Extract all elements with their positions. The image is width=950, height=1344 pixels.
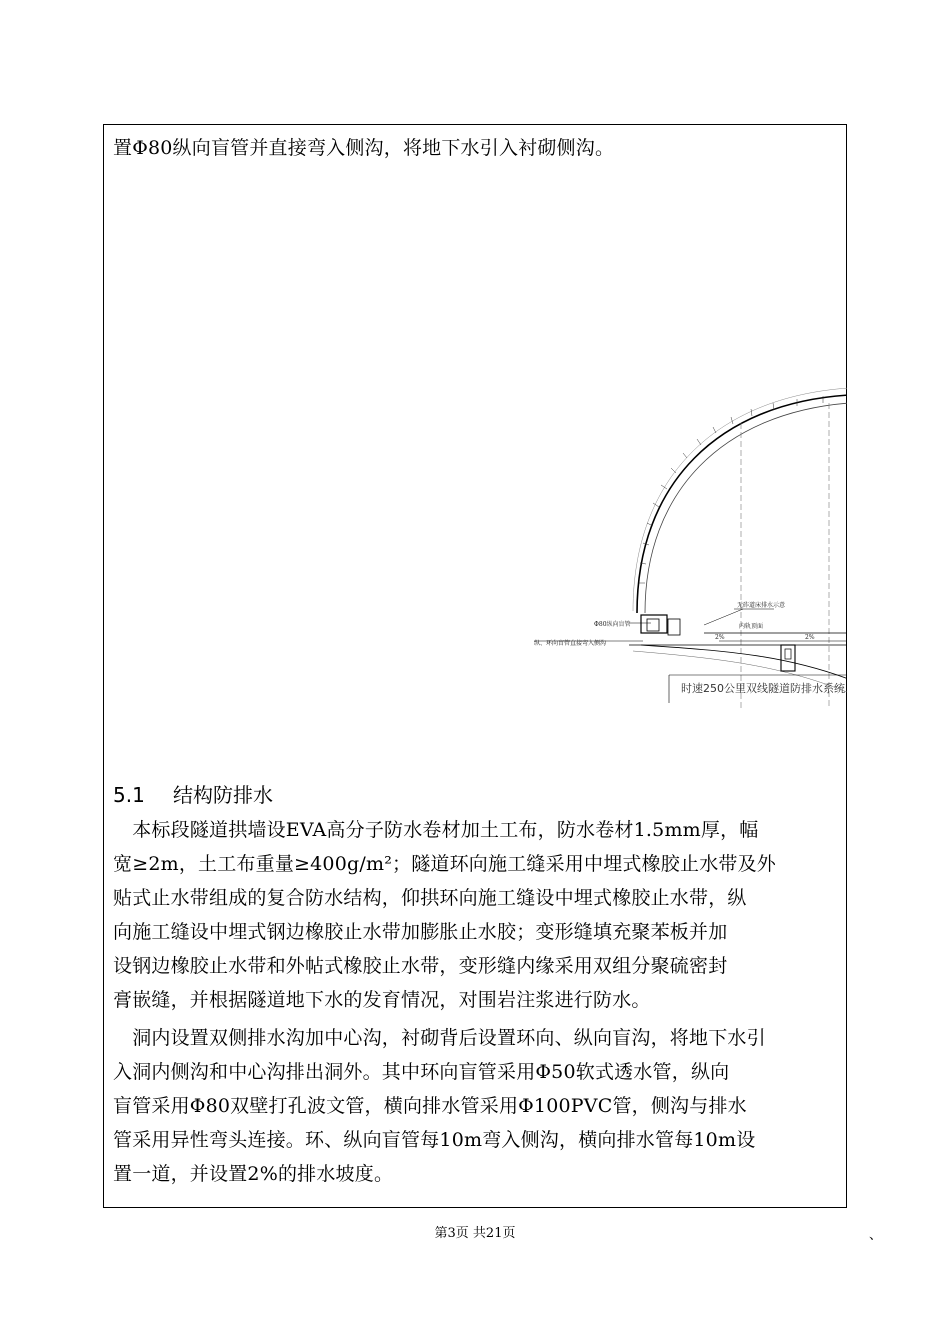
- paragraph1-line: 膏嵌缝，并根据隧道地下水的发育情况，对围岩注浆进行防水。: [113, 989, 651, 1011]
- paragraph1-line: 贴式止水带组成的复合防水结构，仰拱环向施工缝设中埋式橡胶止水带，纵: [113, 887, 747, 909]
- content-frame: [103, 124, 847, 1208]
- page-footer: 第3页 共21页: [434, 1226, 516, 1241]
- top-line: 置Φ80纵向盲管并直接弯入侧沟，将地下水引入衬砌侧沟。: [113, 137, 615, 159]
- paragraph2-line: 入洞内侧沟和中心沟排出洞外。其中环向盲管采用Φ50软式透水管，纵向: [113, 1061, 730, 1083]
- label-slope-2: 2%: [805, 634, 815, 641]
- label-slope-1: 2%: [715, 634, 725, 641]
- section-title: 结构防排水: [173, 783, 273, 807]
- paragraph1-line: 宽≥2m，土工布重量≥400g/m²；隧道环向施工缝采用中埋式橡胶止水带及外: [113, 853, 777, 875]
- tunnel-drainage-figure: [529, 383, 847, 709]
- label-blindpipe: Φ80纵向盲管: [594, 621, 631, 628]
- label-rail: 内轨顶面: [739, 623, 764, 630]
- tunnel-drainage-drawing: [529, 383, 847, 709]
- figure-caption: 时速250公里双线隧道防排水系统: [681, 682, 845, 695]
- paragraph2-line: 盲管采用Φ80双壁打孔波文管，横向排水管采用Φ100PVC管，侧沟与排水: [113, 1095, 747, 1117]
- corner-mark: 、: [868, 1228, 882, 1243]
- paragraph2-line: 洞内设置双侧排水沟加中心沟，衬砌背后设置环向、纵向盲沟，将地下水引: [113, 1027, 766, 1049]
- paragraph1-line: 向施工缝设中埋式钢边橡胶止水带加膨胀止水胶；变形缝填充聚苯板并加: [113, 921, 728, 943]
- paragraph2-line: 置一道，并设置2%的排水坡度。: [113, 1163, 394, 1185]
- label-drainage: 无砟道床排水示意: [737, 602, 786, 609]
- paragraph2-line: 管采用异性弯头连接。环、纵向盲管每10m弯入侧沟，横向排水管每10m设: [113, 1129, 756, 1151]
- paragraph1-line: 设钢边橡胶止水带和外帖式橡胶止水带，变形缝内缘采用双组分聚硫密封: [113, 955, 728, 977]
- section-number: 5.1: [113, 783, 145, 807]
- paragraph1-line: 本标段隧道拱墙设EVA高分子防水卷材加土工布，防水卷材1.5mm厚，幅: [113, 819, 759, 841]
- label-sidepipe: 纵、环向盲管直接弯入侧沟: [534, 640, 607, 647]
- section-heading: [113, 779, 273, 808]
